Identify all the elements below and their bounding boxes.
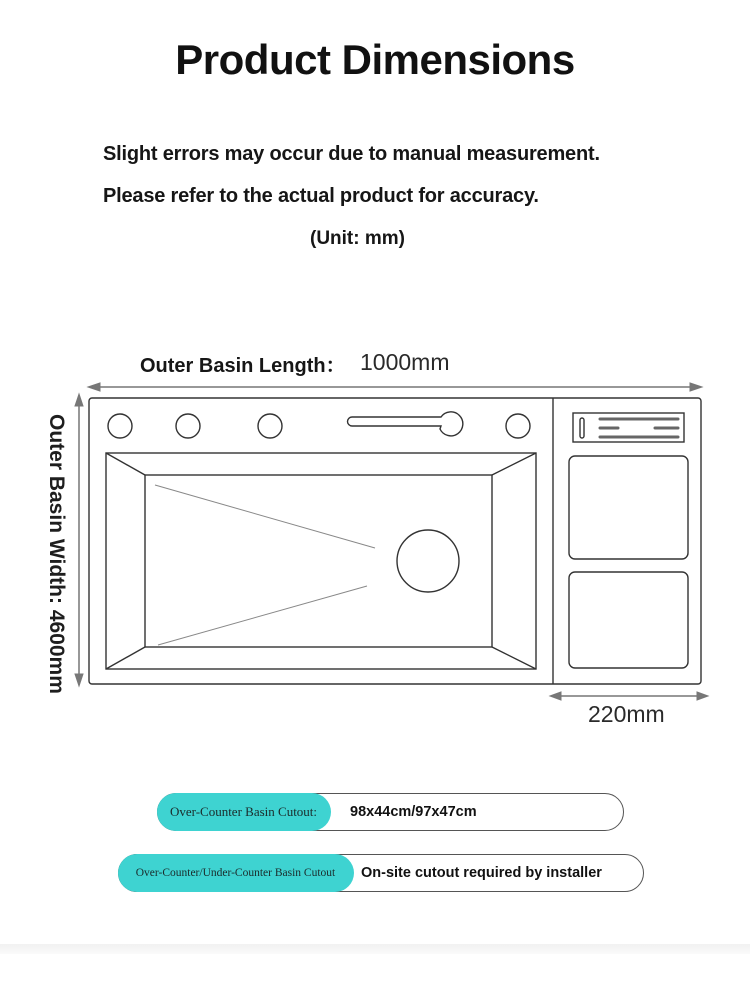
bottom-divider <box>0 944 750 954</box>
sink-diagram <box>0 370 750 710</box>
cutout-tag: Over-Counter Basin Cutout: <box>157 793 331 831</box>
cutout-row-under-counter <box>118 854 644 892</box>
length-dimension-arrow <box>88 383 702 391</box>
unit-label: (Unit: mm) <box>310 228 405 249</box>
side-dimension-arrow <box>550 692 708 700</box>
waterfall-slot-icon <box>348 412 463 436</box>
drain-icon <box>397 530 459 592</box>
side-compartment-top <box>569 456 688 559</box>
sink-outer-outline <box>89 398 701 684</box>
side-compartment-bottom <box>569 572 688 668</box>
cutout-row-over-counter <box>157 793 624 831</box>
faucet-hole-icon <box>506 414 530 438</box>
faucet-hole-icon <box>176 414 200 438</box>
outer-width-label: Outer Basin Width: 4600mm <box>45 414 68 694</box>
side-width-value: 220mm <box>588 701 665 727</box>
cutout-tag: Over-Counter/Under-Counter Basin Cutout <box>118 854 354 892</box>
accuracy-note: Please refer to the actual product for accuracy. <box>103 185 539 207</box>
basin-inner <box>145 475 492 647</box>
outer-length-label: Outer Basin Length： <box>140 355 346 377</box>
measurement-note: Slight errors may occur due to manual measurement. <box>103 143 600 165</box>
basin-outer <box>106 453 536 669</box>
cutout-value: 98x44cm/97x47cm <box>350 803 477 820</box>
page-title: Product Dimensions <box>175 36 575 83</box>
cutout-value: On-site cutout required by installer <box>361 864 602 881</box>
outer-length-value: 1000mm <box>360 349 450 375</box>
width-dimension-arrow <box>75 394 83 686</box>
faucet-hole-icon <box>108 414 132 438</box>
faucet-hole-icon <box>258 414 282 438</box>
